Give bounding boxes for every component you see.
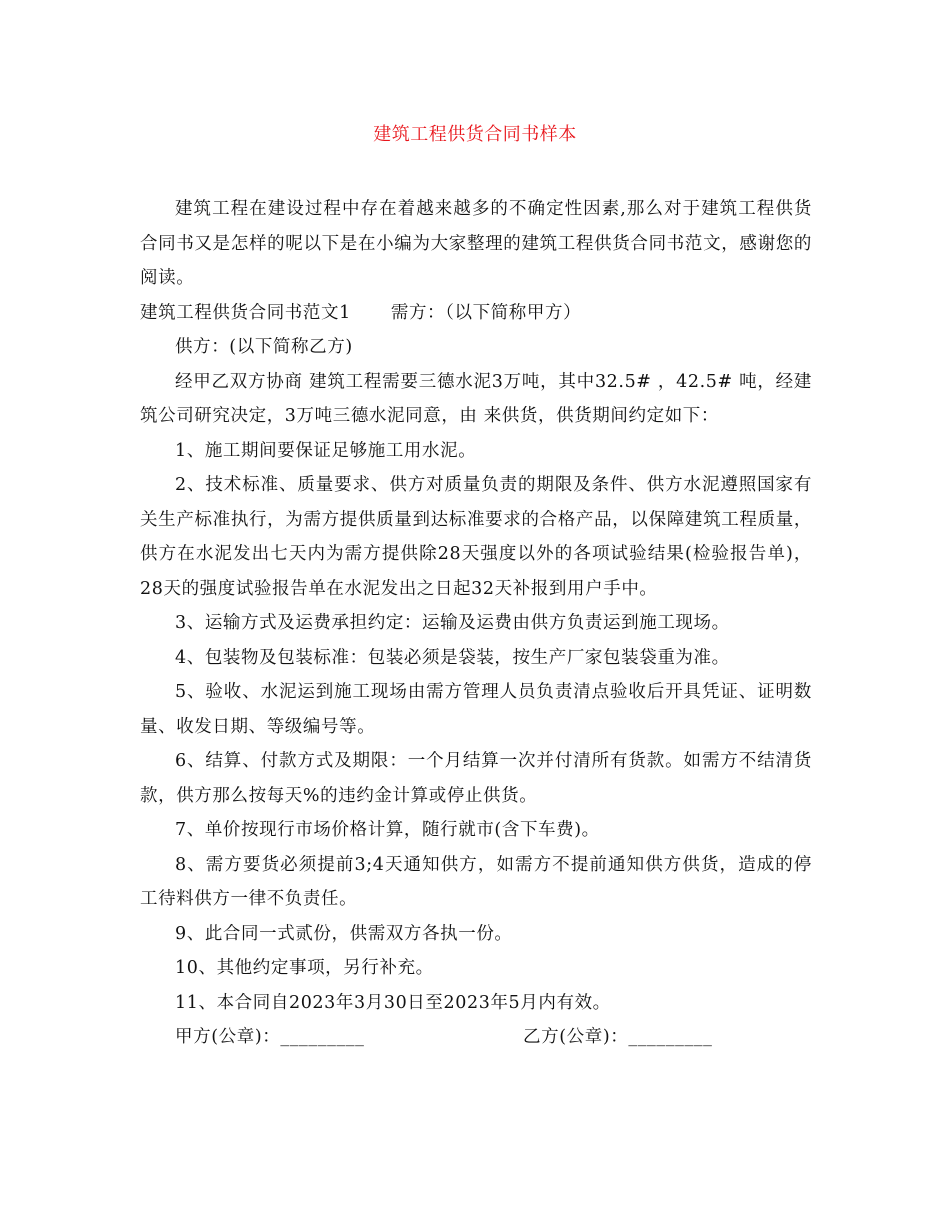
clause-9: 9、此合同一式贰份，供需双方各执一份。 <box>175 923 513 944</box>
clause-8: 8、需方要货必须提前3;4天通知供方，如需方不提前通知供方供货，造成的停工待料供方一律不负责任。 <box>140 854 812 909</box>
clause-11: 11、本合同自2023年3月30日至2023年5月内有效。 <box>175 992 611 1013</box>
demand-party: 需方：（以下简称甲方） <box>390 302 582 323</box>
clause-3: 3、运输方式及运费承担约定：运输及运费由供方负责运到施工现场。 <box>175 613 730 633</box>
sample-heading: 建筑工程供货合同书范文1 <box>140 302 351 323</box>
document-body <box>140 192 812 1055</box>
supply-party: 供方：(以下简称乙方) <box>175 337 353 357</box>
clause-1: 1、施工期间要保证足够施工用水泥。 <box>175 440 477 461</box>
sample-heading-line <box>140 296 812 331</box>
document-title: 建筑工程供货合同书样本 <box>373 124 577 145</box>
clause-5: 5、验收、水泥运到施工现场由需方管理人员负责清点验收后开具凭证、证明数量、收发日期、等级编号等。 <box>140 682 812 737</box>
preamble-paragraph: 经甲乙双方协商 建筑工程需要三德水泥3万吨，其中32.5# ，42.5# 吨，经建筑公司研究决定，3万吨三德水泥同意，由 来供货，供货期间约定如下： <box>140 371 812 426</box>
party-a-signature: 甲方(公章)：_________ <box>175 1027 365 1047</box>
clause-4: 4、包装物及包装标准：包装必须是袋装，按生产厂家包装袋重为准。 <box>175 647 730 668</box>
party-b-signature: 乙方(公章)：_________ <box>523 1027 713 1047</box>
clause-10: 10、其他约定事项，另行补充。 <box>175 958 434 978</box>
clause-7: 7、单价按现行市场价格计算，随行就市(含下车费)。 <box>175 820 600 840</box>
signature-row <box>140 1020 812 1055</box>
intro-paragraph: 建筑工程在建设过程中存在着越来越多的不确定性因素,那么对于建筑工程供货合同书又是怎样的呢以下是在小编为大家整理的建筑工程供货合同书范文，感谢您的阅读。 <box>140 199 812 288</box>
clause-2: 2、技术标准、质量要求、供方对质量负责的期限及条件、供方水泥遵照国家有关生产标准执行，为需方提供质量到达标准要求的合格产品，以保障建筑工程质量，供方在水泥发出七天内为需方提供除28天强度以外的各项试验结果(检验报告单)，28天的强度试验报告单在水泥发出之日起32天补报到用户手中。 <box>140 475 812 599</box>
clause-6: 6、结算、付款方式及期限：一个月结算一次并付清所有货款。如需方不结清货款，供方那么按每天%的违约金计算或停止供货。 <box>140 751 812 806</box>
